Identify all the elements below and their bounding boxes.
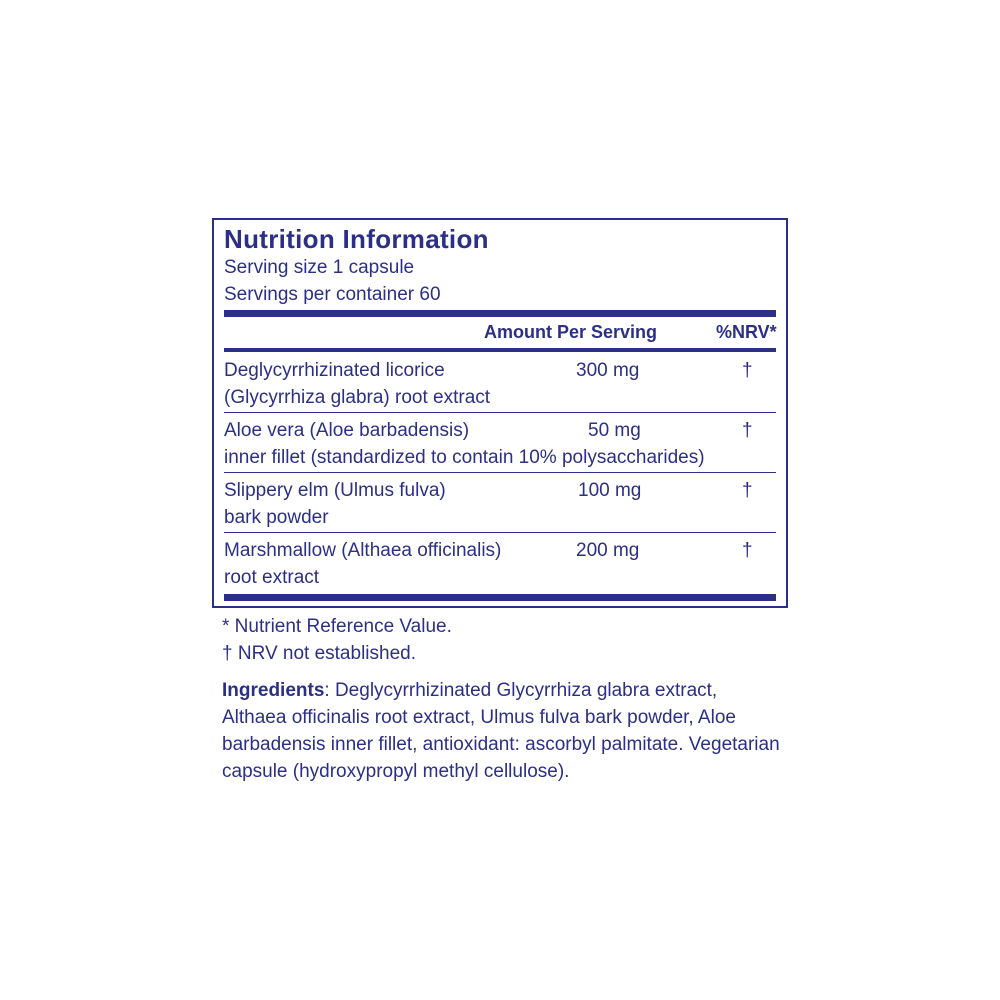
serving-size: Serving size 1 capsule [224,257,415,278]
row-2-name-line1: Aloe vera (Aloe barbadensis) [224,420,470,441]
row-3-name-line1: Slippery elm (Ulmus fulva) [224,480,446,501]
row-divider [224,472,776,473]
row-4-name-line2: root extract [224,567,320,588]
row-2-amount: 50 mg [588,420,641,441]
panel-title: Nutrition Information [224,224,489,254]
row-4-nrv: † [742,540,753,561]
row-3-amount: 100 mg [578,480,642,501]
footnote-nrv-not-established: † NRV not established. [222,643,416,664]
ingredients-label: Ingredients [222,680,325,701]
row-4-name-line1: Marshmallow (Althaea officinalis) [224,540,502,561]
header-bottom-bar [224,348,776,352]
nutrition-panel [212,218,788,608]
row-3-name-line2: bark powder [224,507,329,528]
row-2-nrv: † [742,420,753,441]
ingredients-text: : Deglycyrrhizinated Glycyrrhiza glabra extract, Althaea officinalis root extract, Ulmus fulva bark powder, Aloe barbadensis inner fillet, antioxidant: ascorbyl palmitate. Vegetarian capsule (hydroxypropyl methyl cellulose). [222,680,780,782]
row-1-name-line2: (Glycyrrhiza glabra) root extract [224,387,491,408]
row-1-nrv: † [742,360,753,381]
row-1-name-line1: Deglycyrrhizinated licorice [224,360,445,381]
ingredients-paragraph [222,677,782,785]
row-divider [224,412,776,413]
row-2-name-line2: inner fillet (standardized to contain 10% polysaccharides) [224,447,705,468]
servings-per-container: Servings per container 60 [224,284,441,305]
row-4-amount: 200 mg [576,540,640,561]
header-top-bar [224,310,776,317]
panel-bottom-bar [224,594,776,601]
footnote-nrv-definition: * Nutrient Reference Value. [222,616,452,637]
row-3-nrv: † [742,480,753,501]
row-divider [224,532,776,533]
row-1-amount: 300 mg [576,360,640,381]
amount-header: Amount Per Serving [484,322,658,342]
nrv-header: %NRV* [716,322,777,342]
